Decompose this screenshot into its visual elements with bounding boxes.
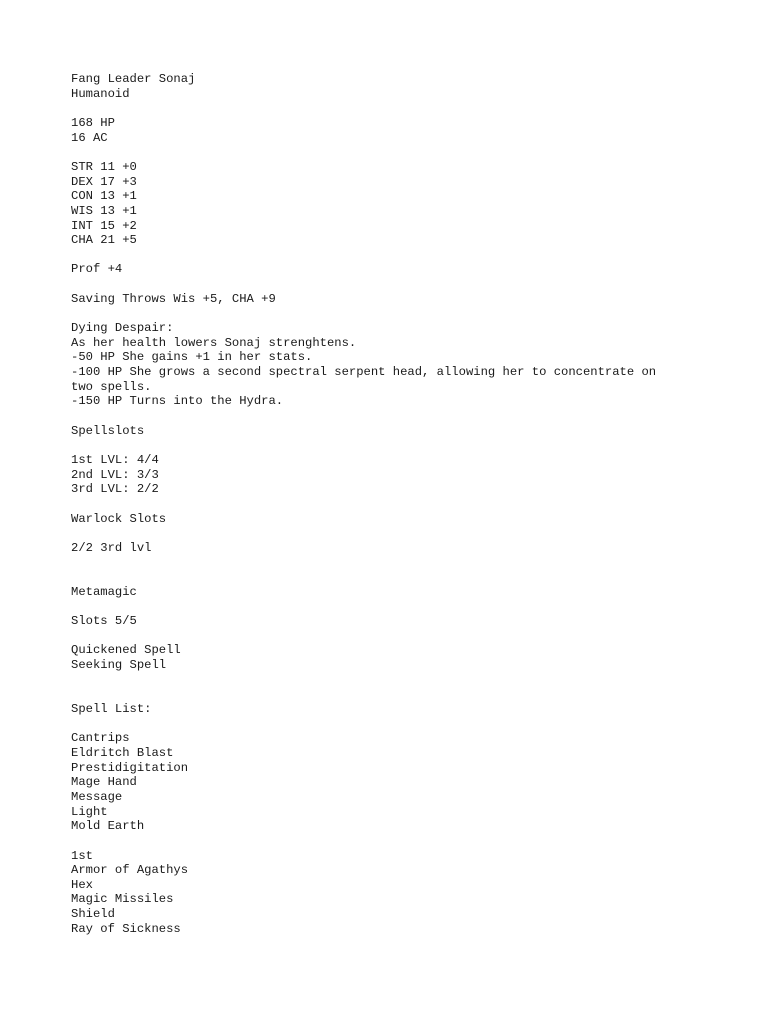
spell-level-heading: Cantrips xyxy=(71,731,130,746)
spell-item: Magic Missiles xyxy=(71,892,174,907)
feature-text: two spells. xyxy=(71,379,152,394)
hit-points: 168 HP xyxy=(71,115,115,130)
blank-line xyxy=(71,248,711,263)
spell-item: Mage Hand xyxy=(71,775,137,790)
spell-item: Ray of Sickness xyxy=(71,921,181,936)
stat-con: CON 13 +1 xyxy=(71,189,137,204)
spell-item: Armor of Agathys xyxy=(71,863,189,878)
metamagic-option: Seeking Spell xyxy=(71,658,167,673)
blank-line xyxy=(71,599,711,614)
section-heading: Spellslots xyxy=(71,423,145,438)
stat-dex: DEX 17 +3 xyxy=(71,174,137,189)
section-heading: Metamagic xyxy=(71,584,137,599)
feature-text: -100 HP She grows a second spectral serpent head, allowing her to concentrate on xyxy=(71,365,657,380)
blank-line xyxy=(71,687,711,702)
stat-cha: CHA 21 +5 xyxy=(71,233,137,248)
blank-line xyxy=(71,497,711,512)
spell-level-heading: 1st xyxy=(71,848,93,863)
blank-line xyxy=(71,101,711,116)
spell-item: Light xyxy=(71,804,108,819)
spell-slot: 2nd LVL: 3/3 xyxy=(71,467,159,482)
blank-line xyxy=(71,438,711,453)
warlock-slot: 2/2 3rd lvl xyxy=(71,540,152,555)
spell-item: Message xyxy=(71,789,123,804)
blank-line xyxy=(71,673,711,688)
feature-title: Dying Despair: xyxy=(71,321,174,336)
blank-line xyxy=(71,556,711,571)
spell-item: Prestidigitation xyxy=(71,760,189,775)
spell-item: Mold Earth xyxy=(71,819,145,834)
blank-line xyxy=(71,277,711,292)
metamagic-slots: Slots 5/5 xyxy=(71,614,137,629)
spell-item: Hex xyxy=(71,877,93,892)
armor-class: 16 AC xyxy=(71,130,108,145)
spell-item: Eldritch Blast xyxy=(71,745,174,760)
stat-wis: WIS 13 +1 xyxy=(71,203,137,218)
blank-line xyxy=(71,409,711,424)
section-heading: Spell List: xyxy=(71,701,152,716)
blank-line xyxy=(71,717,711,732)
spell-slot: 1st LVL: 4/4 xyxy=(71,452,159,467)
document-page xyxy=(71,72,711,936)
blank-line xyxy=(71,145,711,160)
stat-str: STR 11 +0 xyxy=(71,159,137,174)
metamagic-option: Quickened Spell xyxy=(71,643,181,658)
feature-text: -150 HP Turns into the Hydra. xyxy=(71,394,284,409)
spell-item: Shield xyxy=(71,907,115,922)
saving-throws: Saving Throws Wis +5, CHA +9 xyxy=(71,291,276,306)
section-heading: Warlock Slots xyxy=(71,511,167,526)
stat-int: INT 15 +2 xyxy=(71,218,137,233)
blank-line xyxy=(71,306,711,321)
blank-line xyxy=(71,526,711,541)
blank-line xyxy=(71,629,711,644)
feature-text: As her health lowers Sonaj strenghtens. xyxy=(71,335,357,350)
proficiency: Prof +4 xyxy=(71,262,123,277)
feature-text: -50 HP She gains +1 in her stats. xyxy=(71,350,313,365)
blank-line xyxy=(71,570,711,585)
creature-name: Fang Leader Sonaj xyxy=(71,72,196,86)
creature-type: Humanoid xyxy=(71,86,130,101)
spell-slot: 3rd LVL: 2/2 xyxy=(71,482,159,497)
blank-line xyxy=(71,834,711,849)
